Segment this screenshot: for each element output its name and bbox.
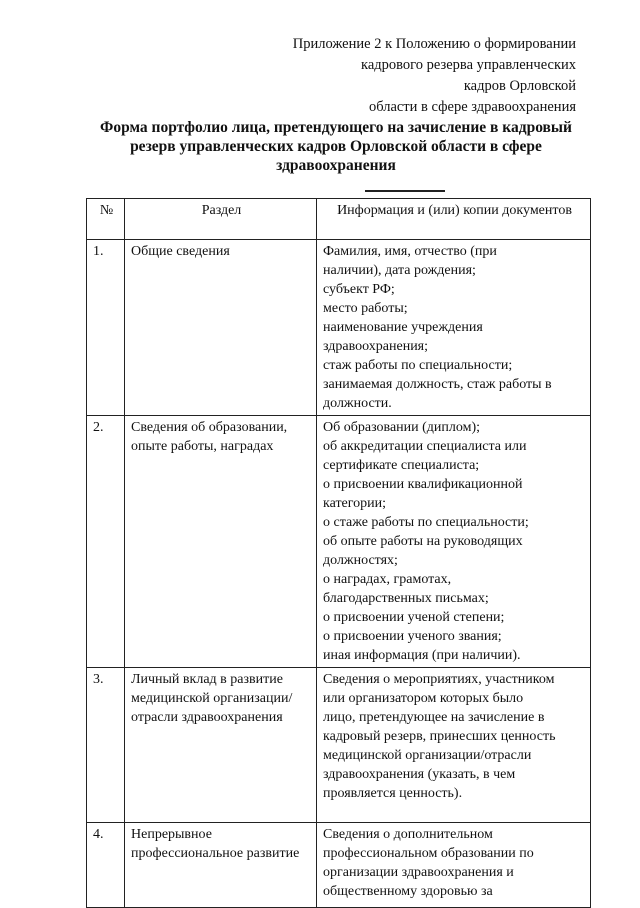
info-line: Фамилия, имя, отчество (при (323, 244, 497, 259)
title-line: Форма портфолио лица, претендующего на зачисление в кадровый (100, 119, 572, 136)
header-line: кадров Орловской (463, 78, 576, 94)
table-row (87, 416, 591, 668)
table-row (87, 240, 591, 416)
table-row (87, 668, 591, 823)
header-line: кадрового резерва управленческих (361, 57, 576, 73)
info-line: категории; (323, 496, 387, 511)
info-line: иная информация (при наличии). (323, 648, 521, 663)
info-line: лицо, претендующее на зачисление в (323, 710, 545, 725)
info-line: должности. (323, 396, 392, 411)
row-info (317, 668, 591, 823)
info-line: о присвоении ученой степени; (323, 610, 505, 625)
header-section: Раздел (125, 199, 317, 240)
info-line: об аккредитации специалиста или (323, 439, 527, 454)
table-row (87, 823, 591, 908)
header-line: области в сфере здравоохранения (368, 99, 576, 115)
header-line: Приложение 2 к Положению о формировании (292, 36, 576, 52)
row-info (317, 416, 591, 668)
info-line: наличии), дата рождения; (323, 263, 476, 278)
info-line: благодарственных письмах; (323, 591, 489, 606)
row-info (317, 823, 591, 908)
info-line: место работы; (323, 301, 408, 316)
title-underline (365, 190, 445, 192)
info-line: здравоохранения; (323, 339, 429, 354)
info-line: кадровый резерв, принесших ценность (323, 729, 556, 744)
info-line: общественному здоровью за (323, 884, 493, 899)
info-line: об опыте работы на руководящих (323, 534, 523, 549)
portfolio-table (86, 198, 591, 908)
info-line: медицинской организации/отрасли (323, 748, 532, 763)
info-line: о наградах, грамотах, (323, 572, 452, 587)
info-line: наименование учреждения (323, 320, 483, 335)
row-section: Общие сведения (125, 240, 317, 416)
info-line: субъект РФ; (323, 282, 395, 297)
row-number: 4. (87, 823, 125, 908)
info-line: или организатором которых было (323, 691, 524, 706)
info-line: организации здравоохранения и (323, 865, 514, 880)
header-info: Информация и (или) копии документов (317, 199, 591, 240)
info-line: Сведения о дополнительном (323, 827, 493, 842)
info-line: Об образовании (диплом); (323, 420, 481, 435)
row-info (317, 240, 591, 416)
info-line: о стаже работы по специальности; (323, 515, 529, 530)
form-title (86, 118, 586, 175)
row-number: 3. (87, 668, 125, 823)
info-line: должностях; (323, 553, 398, 568)
table-header-row (87, 199, 591, 240)
appendix-header (286, 34, 576, 118)
info-line: здравоохранения (указать, в чем (323, 767, 516, 782)
info-line: о присвоении ученого звания; (323, 629, 502, 644)
info-line: сертификате специалиста; (323, 458, 480, 473)
title-line: здравоохранения (276, 157, 396, 174)
info-line: профессиональном образовании по (323, 846, 534, 861)
header-num: № (87, 199, 125, 240)
row-number: 1. (87, 240, 125, 416)
row-section: Непрерывное профессиональное развитие (125, 823, 317, 908)
info-line: стаж работы по специальности; (323, 358, 513, 373)
info-line: Сведения о мероприятиях, участником (323, 672, 555, 687)
title-line: резерв управленческих кадров Орловской области в сфере (130, 138, 542, 155)
row-number: 2. (87, 416, 125, 668)
row-section: Личный вклад в развитие медицинской организации/отрасли здравоохранения (125, 668, 317, 823)
info-line: занимаемая должность, стаж работы в (323, 377, 552, 392)
info-line: о присвоении квалификационной (323, 477, 523, 492)
row-section: Сведения об образовании, опыте работы, наградах (125, 416, 317, 668)
info-line: проявляется ценность). (323, 786, 463, 801)
